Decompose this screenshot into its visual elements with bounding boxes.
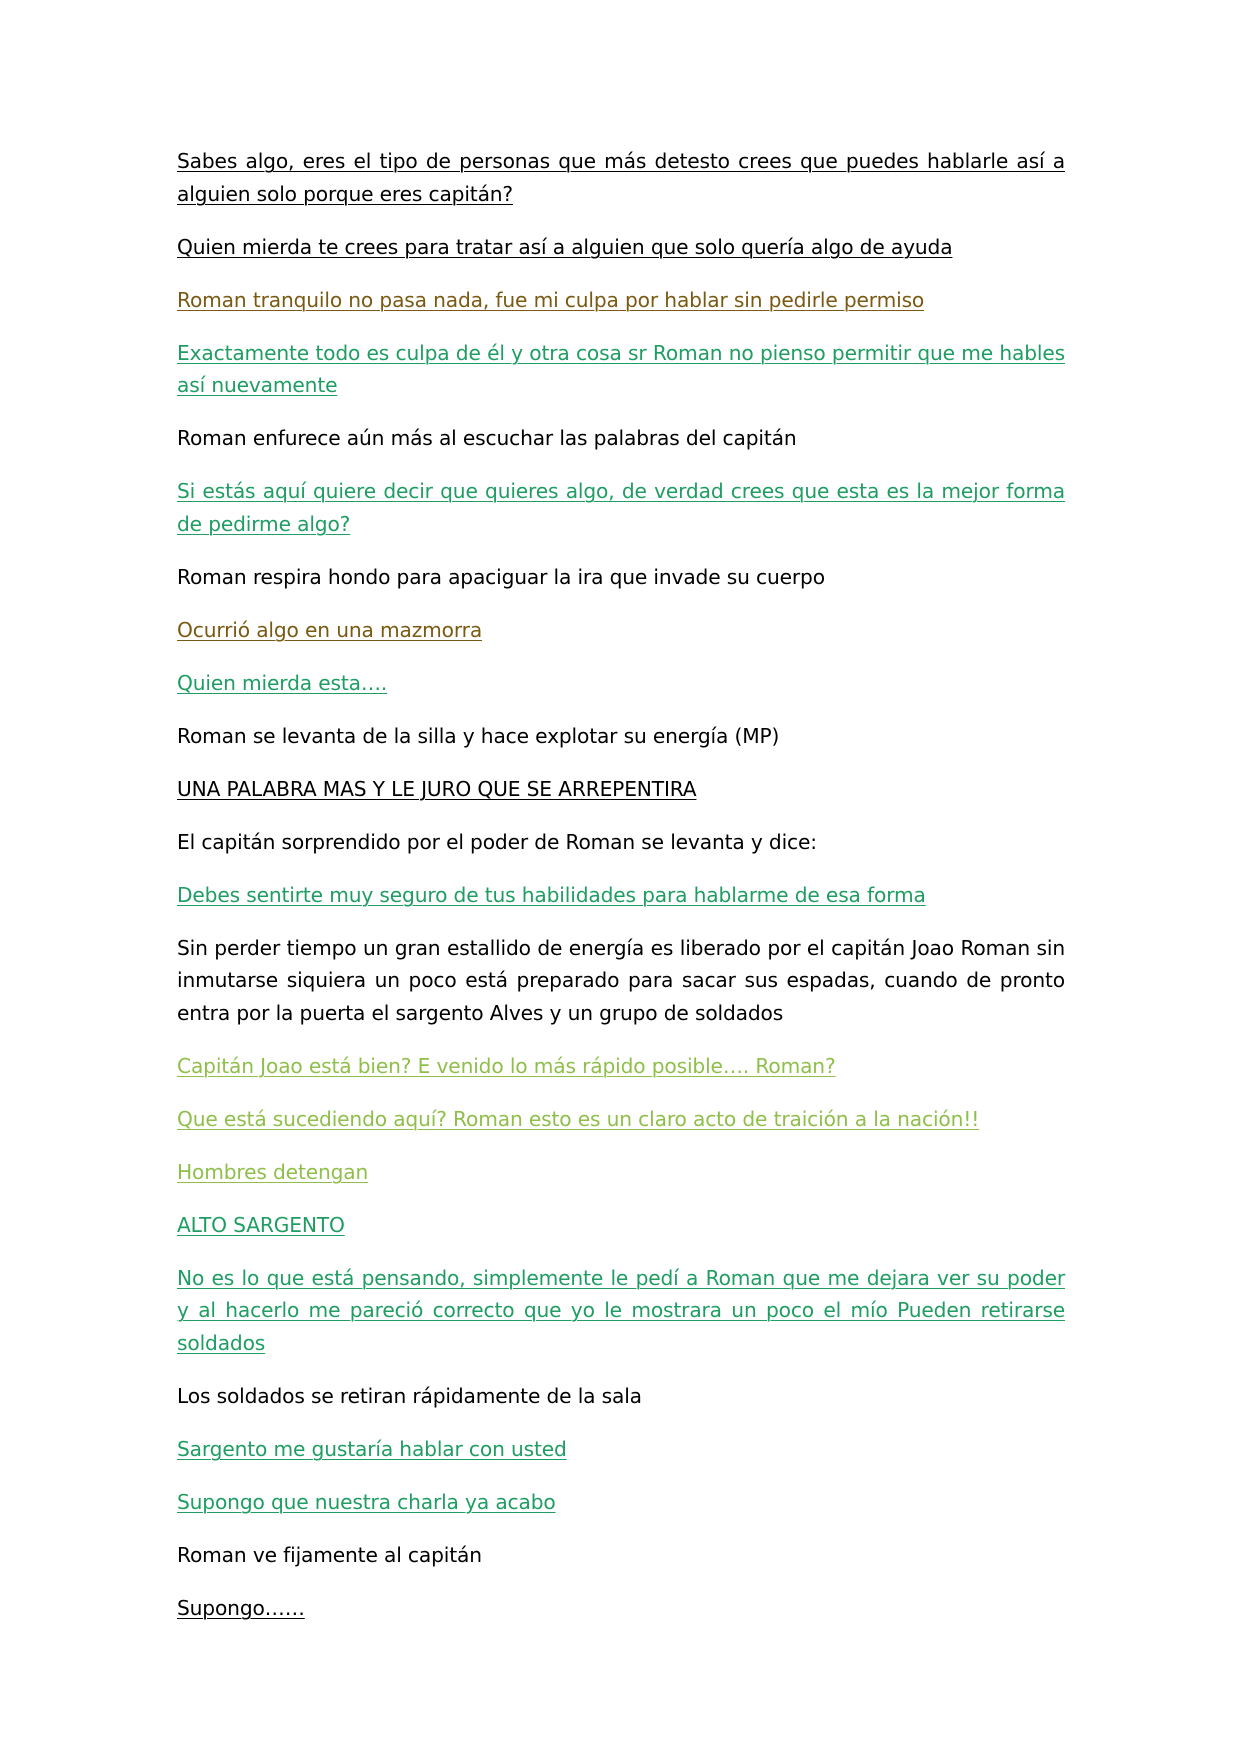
dialogue-companion: Ocurrió algo en una mazmorra bbox=[177, 617, 483, 642]
document-page bbox=[177, 145, 1065, 1645]
dialogue-sergeant: Que está sucediendo aquí? Roman esto es un claro acto de traición a la nación!! bbox=[177, 1106, 980, 1131]
narration-paragraph: El capitán sorprendido por el poder de Roman se levanta y dice: bbox=[177, 829, 817, 854]
dialogue-captain: Si estás aquí quiere decir que quieres algo, de verdad crees que esta es la mejor forma de pedirme algo? bbox=[177, 479, 1065, 536]
dialogue-roman: Sabes algo, eres el tipo de personas que más detesto crees que puedes hablarle así a alguien solo porque eres capitán? bbox=[177, 149, 1065, 206]
dialogue-captain: No es lo que está pensando, simplemente le pedí a Roman que me dejara ver su poder y al hacerlo me pareció correcto que yo le mostrara un poco el mío Pueden retirarse soldados bbox=[177, 1265, 1065, 1355]
dialogue-companion: Roman tranquilo no pasa nada, fue mi culpa por hablar sin pedirle permiso bbox=[177, 287, 925, 312]
dialogue-captain: Quien mierda esta…. bbox=[177, 670, 388, 695]
narration-paragraph: Roman enfurece aún más al escuchar las palabras del capitán bbox=[177, 426, 797, 450]
dialogue-captain: Sargento me gustaría hablar con usted bbox=[177, 1436, 567, 1461]
dialogue-captain: Exactamente todo es culpa de él y otra cosa sr Roman no pienso permitir que me hables así nuevamente bbox=[177, 340, 1065, 397]
dialogue-sergeant: Capitán Joao está bien? E venido lo más rápido posible…. Roman? bbox=[177, 1053, 836, 1078]
dialogue-captain: ALTO SARGENTO bbox=[177, 1212, 345, 1237]
dialogue-sergeant: Hombres detengan bbox=[177, 1159, 369, 1184]
dialogue-captain: Debes sentirte muy seguro de tus habilidades para hablarme de esa forma bbox=[177, 882, 926, 907]
narration-paragraph: Sin perder tiempo un gran estallido de energía es liberado por el capitán Joao Roman sin inmutarse siquiera un poco está preparado para sacar sus espadas, cuando de pronto entra por la puerta el sargento Alves y un grupo de soldados bbox=[177, 935, 1065, 1025]
dialogue-captain: Supongo que nuestra charla ya acabo bbox=[177, 1489, 556, 1514]
narration-paragraph: Roman se levanta de la silla y hace explotar su energía (MP) bbox=[177, 723, 780, 748]
dialogue-roman: Supongo…… bbox=[177, 1595, 305, 1620]
dialogue-roman: Quien mierda te crees para tratar así a alguien que solo quería algo de ayuda bbox=[177, 234, 953, 259]
narration-paragraph: Roman respira hondo para apaciguar la ira que invade su cuerpo bbox=[177, 564, 825, 589]
narration-paragraph: Roman ve fijamente al capitán bbox=[177, 1542, 482, 1567]
dialogue-roman: UNA PALABRA MAS Y LE JURO QUE SE ARREPENTIRA bbox=[177, 776, 697, 801]
narration-paragraph: Los soldados se retiran rápidamente de la sala bbox=[177, 1383, 642, 1408]
